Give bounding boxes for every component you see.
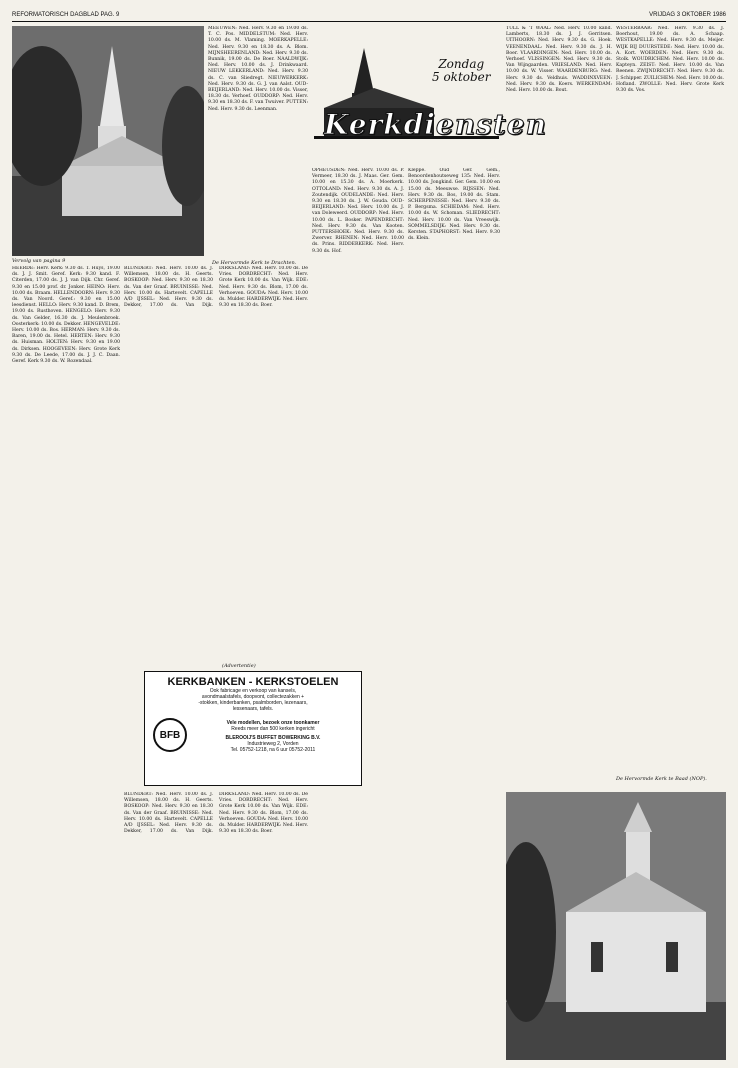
column-3b-text: BLUNDERT: Ned. Herv. 10.00 ds. J. Willemsen, 18.00 ds. H. Geerts. BOSKOOP: Ned. Herv. 9.30 en 18.30 ds. Van der Graaf. BRUINISSE: Ned. Herv. 10.00 ds. Hartevelt. CAPELLE A/D IJSSEL: Ned. Herv. 9.30 ds. Dekker, 17.00 ds. Van Dijk. DIRKSLAND: Ned. Herv. 10.00 ds. De Vries. DORDRECHT: Ned. Herv. Grote Kerk 10.00 ds. Van Wijk. EDE: Ned. Herv. 9.30 ds. Blom, 17.00 ds. Verhoeven. GOUDA: Ned. Herv. 10.00 ds. Mulder. HARDERWIJK: Ned. Herv. 9.30 en 18.30 ds. Boer.	[124, 792, 308, 835]
ad-line-6: Reeds meer dan 500 kerken ingericht	[231, 726, 315, 732]
ad-address: Industrieweg 2, Vorden	[247, 741, 299, 747]
masthead-date-line2: 5 oktober	[432, 70, 491, 84]
column-4-text: OPHEUSDEN: Ned. Herv. 10.00 ds. P. Vermeer, 18.30 ds. J. Maas. Ger. Gem. 10.00 en 15.30 ds. A. Moerkerk. OTTOLAND: Ned. Herv. 9.30 ds. A. J. Zoutendijk. OUDELANDE: Ned. Herv. 9.30 en 18.30 ds. J. W. Gouda. OUD-BEIJERLAND: Ned. Herv. 10.00 ds. J. van Doleweerd. OUDDORP: Ned. Herv. 10.00 ds. L. Bosker. PAPENDRECHT: Ned. Herv. 9.30 ds. Van Kooten. PUTTERSHOEK: Ned. Herv. 9.30 ds. Zwerver. RHENEN: Ned. Herv. 10.00 ds. Prins. RIDDERKERK: Ned. Herv. 9.30 ds. Hof.	[312, 168, 404, 254]
column-2	[208, 26, 308, 266]
caption-left: Vervolg van pagina 9	[12, 258, 66, 264]
column-3-text: BLUNDERT: Ned. Herv. 10.00 ds. J. Willemsen, 18.00 ds. H. Geerts. BOSKOOP: Ned. Herv. 9.30 en 18.30 ds. Van der Graaf. BRUINISSE: Ned. Herv. 10.00 ds. Hartevelt. CAPELLE A/D IJSSEL: Ned. Herv. 9.30 ds. Dekker, 17.00 ds. Van Dijk. DIRKSLAND: Ned. Herv. 10.00 ds. De Vries. DORDRECHT: Ned. Herv. Grote Kerk 10.00 ds. Van Wijk. EDE: Ned. Herv. 9.30 ds. Blom, 17.00 ds. Verhoeven. GOUDA: Ned. Herv. 10.00 ds. Mulder. HARDERWIJK: Ned. Herv. 9.30 en 18.30 ds. Boer.	[124, 266, 308, 309]
ad-phone: Tel. 05752-1218, na 6 uur 05752-2011	[230, 747, 316, 753]
newspaper-page	[12, 8, 726, 1060]
header-right: VRIJDAG 3 OKTOBER 1986	[649, 11, 726, 18]
column-1-text: HEERDE: Herv. Kerk: 9.30 ds. T. Huys, 19.00 ds. J. J. Smit. Geref. Kerk: 9.30 kand. F. Citerden, 17.00 ds. J. J. van Dijk. Chr. Geref. 9.30 en 15.00 prof. dr. Jonker. HEINO: Herv. 10.00 ds. Braam. HELLENDOORN: Herv. 9.30 ds. Van Noord. Geref.: 9.30 en 15.00 leesdienst. HELLO: Herv. 9.30 kand. D. Brem, 19.00 ds. Rusthoven. HENGELO: Herv. 9.30 ds. Van Gelder, 16.30 ds. J. Meulenbroek. Oosterkerk: 10.00 ds. Dekker. HENGEVELDE: Herv. 10.00 ds. Bos. HERMAN: Herv. 9.30 ds. Baren, 19.00 ds. Hetel. HERTEN: Herv. 9.30 ds. Huisman. HOLTEN: Herv. 9.30 en 19.00 ds. Dirksen. HOOGEVEEN: Herv. Grote Kerk 9.30 ds. De Leede, 17.00 ds. J. J. C. Daan. Geref. Kerk 9.30 ds. W. Rozendaal.	[12, 266, 120, 365]
church-photo-left	[12, 26, 204, 256]
column-7-text: WESTERBAAR: Ned. Herv. 9.30 ds. J. Boerhout, 19.00 ds. A. Schaap. WESTKAPELLE: Ned. Herv. 9.30 ds. Meijer. WIJK BIJ DUURSTEDE: Ned. Herv. 10.00 ds. A. Kort. WOERDEN: Ned. Herv. 9.30 ds. Stolk. WOUDRICHEM: Ned. Herv. 10.00 ds. Kapteyn. ZEIST: Ned. Herv. 10.00 ds. Van Reenen. ZWIJNDRECHT: Ned. Herv. 9.30 ds. J. Schipper. ZUILICHEM: Ned. Herv. 10.00 ds. Hofland. ZWOLLE: Ned. Herv. Grote Kerk 9.30 ds. Vos.	[616, 26, 724, 94]
column-4	[312, 168, 404, 1060]
masthead-date	[432, 58, 491, 84]
column-1	[12, 266, 120, 1060]
caption-bottom: De Hervormde Kerk te Baad (NOP).	[616, 776, 707, 782]
caption-top: De Hervormde Kerk te Drachten.	[212, 260, 297, 266]
kerkdiensten-masthead	[314, 48, 547, 158]
column-6-text: TULL & 'T WAAL: Ned. Herv. 10.00 kand. Lamberts, 18.30 ds. J. J. Gerritsen. UITHOORN: Ned. Herv. 9.30 ds. G. Hoek. VEENENDAAL: Ned. Herv. 9.30 ds. J. H. Boer. VLAARDINGEN: Ned. Herv. 10.00 ds. Verhoef. VLISSINGEN: Ned. Herv. 9.30 ds. Van Wijngaarden. VRIESLAND: Ned. Herv. 10.00 ds. W. Visser. WAARDENBURG: Ned. Herv. 9.30 ds. Veldhuis. WADDINXVEEN: Ned. Herv. 9.30 ds. Koers. WERKENDAM: Ned. Herv. 10.00 ds. Bout.	[506, 26, 612, 94]
ad-company: BLEROOIJ'S BUFFET BOWERKING B.V.	[225, 735, 321, 741]
church-photo-bottom-image	[506, 792, 726, 1060]
masthead-date-line1: Zondag	[438, 57, 485, 71]
ad-line-1: Ook fabricage en verkoop van kansels,	[209, 688, 297, 694]
column-3	[124, 266, 308, 666]
ad-line-3: -stokken, kinderbanken, psalmborden, lezenaars,	[198, 700, 308, 706]
column-3b	[124, 792, 308, 1060]
column-5-text: Kleppe. Oud Ger. Gem., Benoordenhoutseweg 135: Ned. Herv. 10.00 ds. Jongkind. Ger. Gem. 10.00 en 15.00 ds. Meeuwse. RIJSSEN: Ned. Herv. 9.30 ds. Bos, 19.00 ds. Stam. SCHERPENISSE: Ned. Herv. 9.30 ds. P. Bergsma. SCHIEDAM: Ned. Herv. 10.00 ds. W. Schoman. SLIEDRECHT: Ned. Herv. 10.00 ds. Van Vreeswijk. SOMMELSDIJK: Ned. Herv. 9.30 ds. Kersten. STAPHORST: Ned. Herv. 9.30 ds. Klein.	[408, 168, 500, 242]
ad-title: KERKBANKEN - KERKSTOELEN	[167, 676, 339, 688]
column-2-text: MEEUWEN: Ned. Herv. 9.30 en 19.00 ds. T. C. Pos. MIDDELSTUM: Ned. Herv. 10.00 ds. M. Vlaming. MOERKAPELLE: Ned. Herv. 9.30 en 18.30 ds. A. Blom. MIJNSHEERENLAND: Ned. Herv. 9.30 ds. Bunnik, 19.00 ds. De Boer. NAALDWIJK: Ned. Herv. 10.00 ds. J. Drinkwaard. NIEUW LEKKERLAND: Ned. Herv. 9.30 ds. C. van Sliedregt. NIEUWERKERK: Ned. Herv. 9.30 ds. G. J. van Aalst. OUD-BEIJERLAND: Ned. Herv. 10.00 ds. Visser, 18.30 ds. Verhoef. OUDDORP: Ned. Herv. 9.30 en 18.30 ds. F. van Twuiver. PUTTEN: Ned. Herv. 9.30 ds. Leenman.	[208, 26, 308, 112]
column-6	[506, 26, 612, 786]
column-5	[408, 168, 500, 1060]
page-header	[12, 8, 726, 22]
ad-label: (Advertentie)	[222, 663, 256, 669]
column-7	[616, 26, 724, 786]
ad-line-2: avondmaalstafels, doopvont, collectezakken +	[201, 694, 305, 700]
church-photo-bottom	[506, 792, 726, 1060]
header-left: REFORMATORISCH DAGBLAD PAG. 9	[12, 11, 120, 18]
ad-line-5: Vele modellen, bezoek onze toonkamer	[226, 720, 320, 726]
church-photo-left-image	[12, 26, 204, 256]
ad-line-4: lessenaars, tafels.	[232, 706, 274, 712]
bfb-logo: BFB	[153, 718, 187, 752]
masthead-title: Kerkdiensten	[324, 108, 547, 141]
